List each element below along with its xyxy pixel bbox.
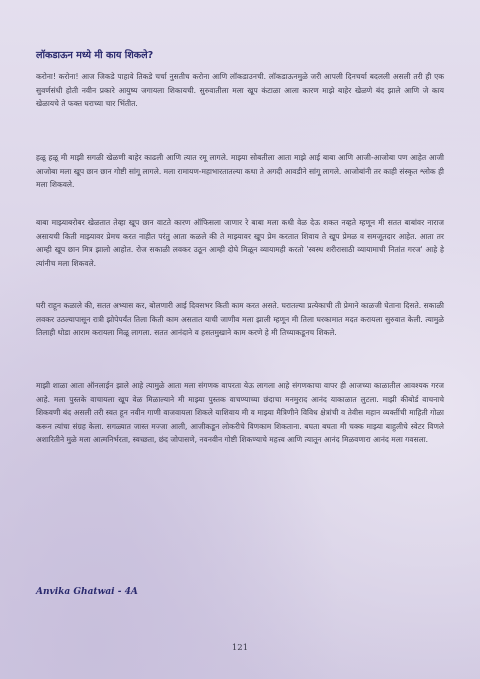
article-paragraph: बाबा माझ्याबरोबर खेळतात तेव्हा खूप छान वाटते कारण ऑफिसला जाणार रे बाबा मला कधी वेळ देऊ शकत नव्हते म्हणून मी सतत बाबांवर नाराज असायची किती माझ्यावर प्रेमच करत नाहीत परंतु आता कळले की ते माझ्यावर खूप प्रेम करतात शिवाय ते खूप प्रेमळ व समजूतदार आहेत. आता तर आम्ही खूप छान मित्र झालो आहोत. रोज सकाळी लवकर उठून आम्ही दोघे मिळून व्यायामही करतो 'स्वस्थ शरीरासाठी व्यायामाची नितांत गरज' आहे हे त्यांनीच मला शिकवले.: [36, 218, 444, 268]
article-paragraph: हळू हळू मी माझी सगळी खेळणी बाहेर काढली आणि त्यात रमू लागले. माझ्या सोबतीला आता माझे आई बाबा आणि आजी-आजोबा पण आहेत आजी आजोबा मला खूप छान छान गोष्टी सांगू लागले. मला रामायण-महाभारतातल्या कथा ते अगदी आवडीने सांगू लागले. आजोबांनी तर काही संस्कृत श्लोक ही मला शिकवले.: [36, 153, 444, 189]
article-title: लॉकडाऊन मध्ये मी काय शिकले?: [36, 50, 154, 61]
article-paragraph: करोना! करोना! आज जिकडे पाहावे तिकडे चर्चा नुसतीच करोना आणि लॉकडाउनची. लॉकडाऊनमुळे जरी आपली दिनचर्या बदलली असली तरी ही एक सुवर्णसंधी होती नवीन प्रकारे आयुष्य जगायला शिकायची. सुरुवातीला मला खूप कंटाळा आला कारण माझे बाहेर खेळणे बंद झाले आणि जे काय खेळायचे ते फक्त घराच्या चार भिंतीत.: [36, 72, 444, 108]
page-number: 121: [231, 643, 249, 653]
article-paragraph: माझी शाळा आता ऑनलाईन झाले आहे त्यामुळे आता मला संगणक वापरता येऊ लागला आहे संगणकाचा वापर ही आजच्या काळातील आवश्यक गरज आहे. मला पुस्तके वाचायला खूप वेळ मिळाल्याने मी माझ्या पुस्तक वाचण्याच्या छंदाचा मनमुराद आनंद याकाळात लुटला. माझी कीबोर्ड वाचनाचे शिकवणी बंद असली तरी स्वत हून नवीन गाणी वाजवायला शिकले याशिवाय मी व माझ्या मैत्रिणीने विविध क्षेत्रांची व तेवीस महान व्यक्तींची माहिती गोळा करून त्यांचा संग्रह केला. सगळ्यात जास्त मज्जा आली, आजीकडून लोकरीचे विणकाम शिकताना. बघता बघता मी चक्क माझ्या बाहुलीचे स्वेटर विणले अशारितीने मुळे मला आत्मनिर्भरता, स्वच्छता, छंद जोपासणे, नवनवीन गोष्टी शिकण्याचे महत्त्व आणि त्यातून आनंद मिळवणारा आनंद मला गवसला.: [36, 381, 444, 444]
article-paragraph: घरी राहून कळाले की, सतत अभ्यास कर, बोलणारी आई दिवसभर किती काम करत असते. घरातल्या प्रत्येकाची ती प्रेमाने काळजी घेताना दिसते. सकाळी लवकर उठल्यापासून रात्री झोपेपर्यंत तिला किती काम असतात याची जाणीव मला झाली म्हणून मी तिला घरकामात मदत करायला सुरुवात केली. त्यामुळे तिलाही थोडा आराम करायला मिळू लागला. सतत आनंदाने व हसतमुखाने काम करणे हे मी तिच्याकडूनच शिकले.: [36, 301, 444, 337]
author-byline: Anvika Ghatwai - 4A: [36, 587, 138, 597]
